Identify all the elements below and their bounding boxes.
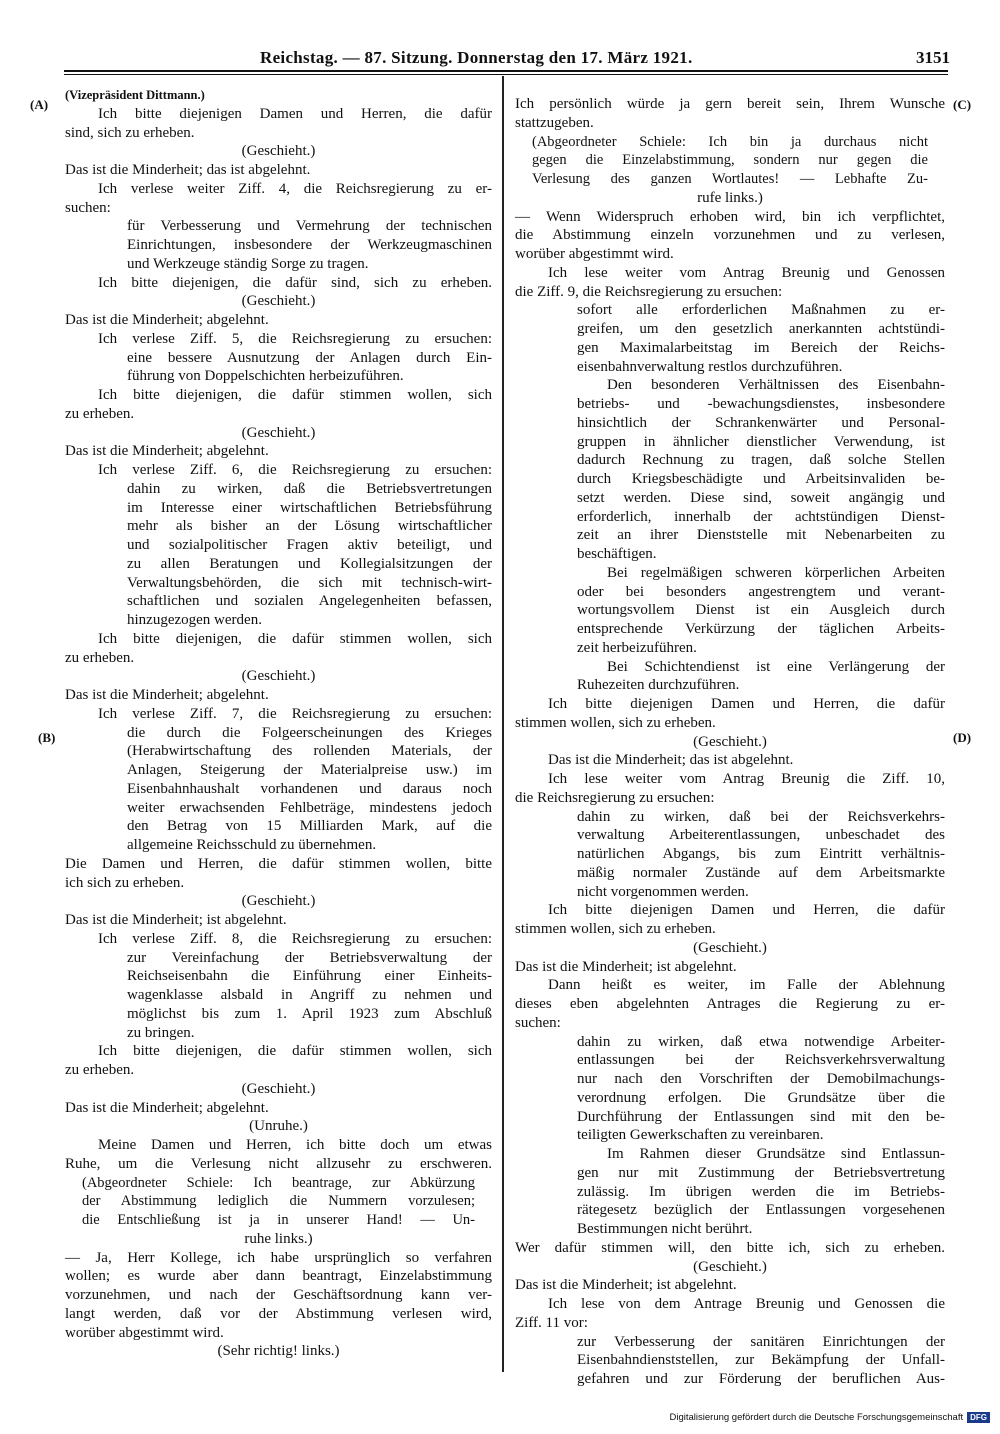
text-line: stimmen wollen, sich zu erheben. <box>515 921 716 937</box>
text-line: Den besonderen Verhältnissen des Eisenbahn- <box>607 377 945 394</box>
text-line: — Wenn Widerspruch erhoben wird, bin ich verpflichtet, <box>515 208 945 225</box>
text-line: (Geschieht.) <box>693 733 767 750</box>
text-line: (Geschieht.) <box>241 293 316 310</box>
text-line: oder bei besonders angestrengtem und verant- <box>577 583 945 600</box>
text-line: wortungsvollem Dienst ist ein Ausgleich durch <box>577 602 945 619</box>
text-line: Eisenbahnhaushalt vorhandenen und daraus noch <box>127 780 492 797</box>
text-line: Ich verlese Ziff. 5, die Reichsregierung zu ersuchen: <box>98 330 492 347</box>
text-line: Dann heißt es weiter, im Falle der Ablehnung <box>548 977 945 994</box>
text-line: zur Verbesserung der sanitären Einrichtungen der <box>577 1333 945 1350</box>
text-line: hinzugezogen werden. <box>127 612 262 628</box>
left-column <box>65 86 492 1361</box>
text-line: sind, sich zu erheben. <box>65 124 195 141</box>
text-line: Ich bitte diejenigen, die dafür stimmen wollen, sich <box>98 1043 492 1060</box>
text-line: suchen: <box>65 199 111 216</box>
text-line: zu bringen. <box>127 1024 195 1041</box>
text-line: und sozialpolitischer Fragen aktiv beteiligt, und <box>127 537 492 553</box>
footer-text: Digitalisierung gefördert durch die Deutsche Forschungsgemeinschaft <box>669 1412 964 1423</box>
text-line: stimmen wollen, sich zu erheben. <box>515 714 716 731</box>
text-line: Ich bitte diejenigen Damen und Herren, die dafür <box>548 902 945 919</box>
text-line: Ruhezeiten durchzuführen. <box>577 677 740 694</box>
text-line: nicht vorgenommen werden. <box>577 883 749 900</box>
text-line: eine bessere Ausnutzung der Anlagen durch Ein- <box>127 349 492 366</box>
text-line: Ich verlese Ziff. 8, die Reichsregierung zu ersuchen: <box>98 930 492 947</box>
text-line: und Werkzeuge ständig Sorge zu tragen. <box>127 255 369 272</box>
text-line: Das ist die Minderheit; ist abgelehnt. <box>515 958 737 975</box>
text-line: Die Damen und Herren, die dafür stimmen wollen, bitte <box>65 855 492 872</box>
text-line: langt werden, daß vor der Abstimmung verlesen wird, <box>65 1305 492 1322</box>
text-line: zeit herbeizuführen. <box>577 639 697 656</box>
text-line: die Ziff. 9, die Reichsregierung zu ersuchen: <box>515 283 783 300</box>
text-line: für Verbesserung und Vermehrung der technischen <box>127 218 492 235</box>
text-line: (Unruhe.) <box>249 1118 308 1135</box>
text-line: Das ist die Minderheit; abgelehnt. <box>65 687 269 703</box>
text-line: Einrichtungen, insbesondere der Werkzeugmaschinen <box>127 237 492 253</box>
text-line: Ich lese weiter vom Antrag Breunig und Genossen <box>548 264 945 281</box>
text-line: (Geschieht.) <box>241 143 316 160</box>
text-line: ich sich zu erheben. <box>65 874 185 891</box>
text-line: vorzunehmen, und nach der Geschäftsordnung kann ver- <box>65 1287 492 1303</box>
text-line: eisenbahnverwaltung restlos durchzuführen. <box>577 358 843 375</box>
text-line: Bei regelmäßigen schweren körperlichen Arbeiten <box>607 564 945 581</box>
text-line: dadurch Rechnung zu tragen, daß solche Stellen <box>577 452 945 469</box>
text-line: Verlesung des ganzen Wortlautes! — Lebhafte Zu- <box>532 171 928 187</box>
text-line: Das ist die Minderheit; das ist abgelehnt. <box>65 162 311 178</box>
text-line: Anlagen, Steigerung der Materialpreise usw.) im <box>127 762 492 778</box>
text-line: Durchführung der Entlassungen sind mit den be- <box>577 1108 945 1125</box>
text-line: sofort alle erforderlichen Maßnahmen zu er- <box>577 302 945 319</box>
text-line: wagenklasse alsbald in Angriff zu nehmen und <box>127 987 492 1003</box>
text-line: worüber abgestimmt wird. <box>515 246 674 262</box>
text-line: Das ist die Minderheit; abgelehnt. <box>65 1099 269 1116</box>
text-line: den Betrag von 15 Milliarden Mark, auf die <box>127 818 492 835</box>
text-line: Ich lese von dem Antrage Breunig und Genossen die <box>548 1296 945 1312</box>
footer <box>670 1412 991 1423</box>
text-line: möglichst bis zum 1. April 1923 zum Abschluß <box>127 1005 492 1022</box>
text-line: mäßig normaler Zustände auf dem Arbeitsmarkte <box>577 864 945 881</box>
header-rule-thin <box>64 74 948 75</box>
text-line: (Sehr richtig! links.) <box>217 1343 340 1360</box>
text-line: (Geschieht.) <box>241 424 316 441</box>
text-line: Wer dafür stimmen will, den bitte ich, sich zu erheben. <box>515 1239 945 1256</box>
text-line: (Geschieht.) <box>241 668 316 685</box>
text-line: zu erheben. <box>65 405 135 422</box>
text-line: verordnung erfolgen. Die Grundsätze über die <box>577 1089 945 1106</box>
text-line: dieses eben abgelehnten Antrages die Regierung zu er- <box>515 996 945 1012</box>
text-line: suchen: <box>515 1014 561 1031</box>
text-line: im Interesse einer wirtschaftlichen Betriebsführung <box>127 499 492 516</box>
text-line: Ich bitte diejenigen Damen und Herren, die dafür <box>98 105 492 122</box>
text-line: Ich bitte diejenigen, die dafür sind, sich zu erheben. <box>98 274 492 291</box>
header-rule <box>64 70 948 72</box>
text-line: Das ist die Minderheit; abgelehnt. <box>65 443 269 460</box>
text-line: natürlichen Abgangs, bis zum Eintritt verhältnis- <box>577 846 945 862</box>
text-line: zu erheben. <box>65 1062 135 1078</box>
text-line: Reichseisenbahn die Einführung einer Einheits- <box>127 968 492 985</box>
text-line: Verwaltungsbehörden, die sich mit technisch-wirt- <box>127 574 492 591</box>
text-line: Ich verlese Ziff. 7, die Reichsregierung zu ersuchen: <box>98 705 492 722</box>
text-line: greifen, um den gesetzlich anerkannten achtstündi- <box>577 321 945 337</box>
text-line: Bei Schichtendienst ist eine Verlängerung der <box>607 658 945 675</box>
text-line: gefahren und zur Förderung der beruflichen Aus- <box>577 1371 945 1387</box>
text-line: hinsichtlich der Schrankenwärter und Personal- <box>577 414 945 431</box>
text-line: durch Kriegsbeschädigte und Arbeitsinvaliden be- <box>577 471 945 487</box>
text-line: erforderlich, innerhalb der achtstündigen Dienst- <box>577 508 945 525</box>
text-line: dahin zu wirken, daß die Betriebsvertretungen <box>127 480 492 497</box>
right-column <box>515 95 945 1389</box>
page-number: 3151 <box>916 48 950 67</box>
text-line: setzt werden. Diese sind, soweit angängig und <box>577 489 945 506</box>
text-line: rätegesetz bezüglich der Entlassungen vorgesehenen <box>577 1202 945 1219</box>
text-line: nur nach den Vorschriften der Demobilmachungs- <box>577 1071 945 1087</box>
text-line: gen nur mit Zustimmung der Betriebsvertretung <box>577 1164 945 1181</box>
text-line: (Geschieht.) <box>693 939 767 956</box>
text-line: zur Vereinfachung der Betriebsverwaltung der <box>127 949 492 966</box>
column-divider <box>502 76 504 1372</box>
text-line: dahin zu wirken, daß bei der Reichsverkehrs- <box>577 808 945 825</box>
text-line: teiligten Gewerkschaften zu vereinbaren. <box>577 1127 824 1144</box>
text-line: gegen die Einzelabstimmung, sondern nur gegen die <box>532 152 928 169</box>
text-line: verwaltung Arbeiterentlassungen, unbeschadet des <box>577 827 945 844</box>
text-line: zeit an ihrer Dienststelle mit Nebenarbeiten zu <box>577 527 945 544</box>
dfg-logo: DFG <box>967 1412 990 1423</box>
header-title: Reichstag. — 87. Sitzung. Donnerstag den 17. März 1921. <box>260 48 693 67</box>
text-line: gen Maximalarbeitstag im Bereich der Reichs- <box>577 339 945 356</box>
text-line: entsprechende Verkürzung der täglichen Arbeits- <box>577 621 945 637</box>
text-line: (Vizepräsident Dittmann.) <box>65 88 205 102</box>
text-line: Ich persönlich würde ja gern bereit sein, Ihrem Wunsche <box>515 96 945 112</box>
text-line: die Entschließung ist ja in unserer Hand! — Un- <box>82 1212 475 1228</box>
text-line: dahin zu wirken, daß etwa notwendige Arbeiter- <box>577 1033 945 1050</box>
text-line: worüber abgestimmt wird. <box>65 1324 224 1341</box>
text-line: stattzugeben. <box>515 114 594 131</box>
text-line: Ziff. 11 vor: <box>515 1314 588 1331</box>
margin-mark-a: (A) <box>30 97 49 112</box>
text-line: (Geschieht.) <box>241 893 316 910</box>
text-line: ruhe links.) <box>244 1230 313 1247</box>
text-line: mehr als bisher an der Lösung wirtschaftlicher <box>127 518 492 535</box>
text-line: gruppen in ähnlicher dienstlicher Verwendung, ist <box>577 433 945 450</box>
text-line: zu allen Beratungen und Kollegialsitzungen der <box>127 555 492 572</box>
text-line: weiter erwachsenden Fehlbeträge, mindestens jedoch <box>127 799 492 816</box>
text-line: beschäftigen. <box>577 546 657 562</box>
text-line: führung von Doppelschichten herbeizuführen. <box>127 368 404 385</box>
text-line: Ich bitte diejenigen Damen und Herren, die dafür <box>548 696 945 712</box>
margin-mark-b: (B) <box>38 730 56 745</box>
text-line: entlassungen bei der Reichsverkehrsverwaltung <box>577 1052 945 1069</box>
text-line: zulässig. Im übrigen werden die im Betriebs- <box>577 1183 945 1200</box>
text-line: Eisenbahndienststellen, zur Bekämpfung der Unfall- <box>577 1352 945 1369</box>
text-line: (Geschieht.) <box>693 1258 767 1275</box>
text-line: Bestimmungen nicht berührt. <box>577 1221 753 1237</box>
text-line: — Ja, Herr Kollege, ich habe ursprünglich so verfahren <box>65 1249 492 1266</box>
text-line: Ich verlese Ziff. 6, die Reichsregierung zu ersuchen: <box>98 462 492 478</box>
text-line: der Abstimmung lediglich die Nummern vorzulesen; <box>82 1193 475 1210</box>
text-line: die Abstimmung einzeln vorzunehmen und zu verlesen, <box>515 227 945 244</box>
text-line: (Geschieht.) <box>241 1080 316 1097</box>
text-line: Das ist die Minderheit; ist abgelehnt. <box>65 912 287 928</box>
text-line: betriebs- und -bewachungsdienstes, insbesondere <box>577 396 945 412</box>
text-line: die Reichsregierung zu ersuchen: <box>515 789 715 806</box>
text-line: (Abgeordneter Schiele: Ich bin ja durchaus nicht <box>532 133 928 150</box>
text-line: Meine Damen und Herren, ich bitte doch um etwas <box>98 1137 492 1153</box>
text-line: Das ist die Minderheit; ist abgelehnt. <box>515 1277 737 1294</box>
text-line: (Herabwirtschaftung des rollenden Materials, der <box>127 743 492 760</box>
text-line: Ruhe, um die Verlesung nicht allzusehr zu erschweren. <box>65 1155 492 1172</box>
text-line: Ich bitte diejenigen, die dafür stimmen wollen, sich <box>98 387 492 403</box>
text-line: Ich verlese weiter Ziff. 4, die Reichsregierung zu er- <box>98 180 492 197</box>
text-line: Ich bitte diejenigen, die dafür stimmen wollen, sich <box>98 630 492 647</box>
text-line: die durch die Folgeerscheinungen des Krieges <box>127 724 492 741</box>
text-line: wollen; es wurde aber dann beantragt, Einzelabstimmung <box>65 1268 492 1285</box>
text-line: Das ist die Minderheit; abgelehnt. <box>65 312 269 328</box>
text-line: allgemeine Reichsschuld zu übernehmen. <box>127 837 377 853</box>
margin-mark-c: (C) <box>953 97 972 112</box>
text-line: Ich lese weiter vom Antrag Breunig die Ziff. 10, <box>548 771 945 787</box>
text-line: Das ist die Minderheit; das ist abgelehnt. <box>548 752 794 769</box>
text-line: Im Rahmen dieser Grundsätze sind Entlassun- <box>607 1146 945 1162</box>
text-line: rufe links.) <box>697 189 763 206</box>
text-line: schaftlichen und sozialen Angelegenheiten befassen, <box>127 593 492 610</box>
text-line: (Abgeordneter Schiele: Ich beantrage, zur Abkürzung <box>82 1174 475 1191</box>
text-line: zu erheben. <box>65 649 135 666</box>
running-header <box>60 48 950 70</box>
margin-mark-d: (D) <box>953 730 972 745</box>
